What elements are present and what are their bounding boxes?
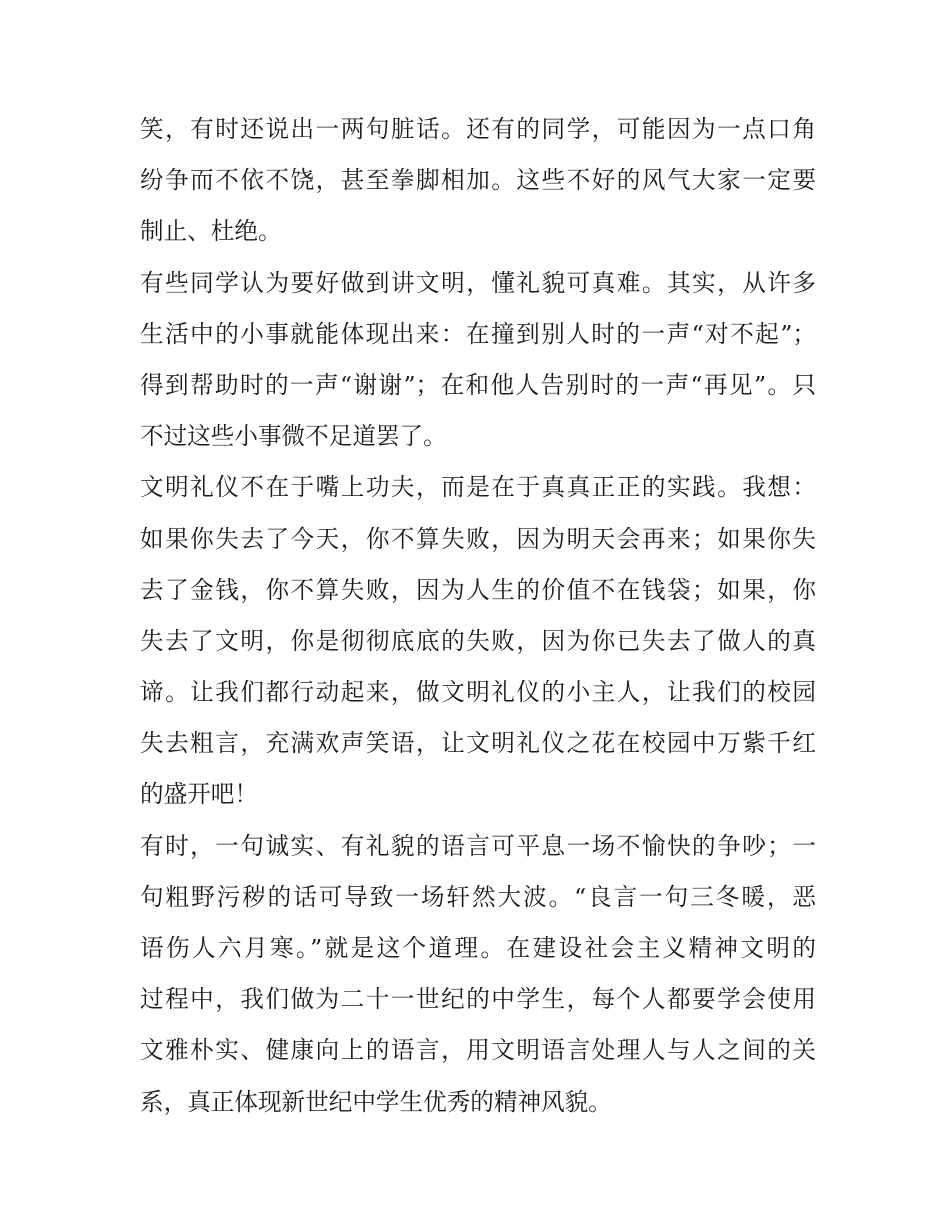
paragraph-3: [140, 462, 816, 820]
paragraph-2: [140, 258, 816, 463]
text-line: 失去粗言，充满欢声笑语，让文明礼仪之花在校园中万紫千红: [140, 729, 816, 758]
text-line: 系，真正体现新世纪中学生优秀的精神风貌。: [140, 1087, 612, 1116]
text-line: 文雅朴实、健康向上的语言，用文明语言处理人与人之间的关: [140, 1036, 816, 1065]
text-line: 去了金钱，你不算失败，因为人生的价值不在钱袋；如果，你: [140, 575, 816, 604]
document-body: [140, 104, 816, 1128]
text-line: 文明礼仪不在于嘴上功夫，而是在于真真正正的实践。我想：: [140, 473, 816, 502]
text-line: 笑，有时还说出一两句脏话。还有的同学，可能因为一点口角: [140, 115, 816, 143]
text-line: 谛。让我们都行动起来，做文明礼仪的小主人，让我们的校园: [140, 678, 816, 707]
text-line: 语伤人六月寒。”就是这个道理。在建设社会主义精神文明的: [140, 934, 816, 962]
text-line: 失去了文明，你是彻彻底底的失败，因为你已失去了做人的真: [140, 626, 816, 655]
text-line: 纷争而不依不饶，甚至拳脚相加。这些不好的风气大家一定要: [140, 166, 816, 195]
text-line: 如果你失去了今天，你不算失败，因为明天会再来；如果你失: [140, 524, 816, 553]
text-line: 句粗野污秽的话可导致一场轩然大波。“良言一句三冬暖，恶: [140, 882, 816, 911]
text-line: 有时，一句诚实、有礼貌的语言可平息一场不愉快的争吵；一: [140, 831, 816, 860]
text-line: 制止、杜绝。: [140, 217, 282, 246]
paragraph-4: [140, 821, 816, 1128]
text-line: 得到帮助时的一声“谢谢”；在和他人告别时的一声“再见”。只: [140, 370, 816, 399]
text-line: 不过这些小事微不足道罢了。: [140, 422, 447, 451]
text-line: 的盛开吧！: [140, 780, 258, 809]
text-line: 生活中的小事就能体现出来：在撞到别人时的一声“对不起”；: [140, 319, 816, 348]
text-line: 有些同学认为要好做到讲文明，懂礼貌可真难。其实，从许多: [140, 268, 816, 297]
paragraph-1: [140, 104, 816, 258]
text-line: 过程中，我们做为二十一世纪的中学生，每个人都要学会使用: [140, 985, 816, 1014]
